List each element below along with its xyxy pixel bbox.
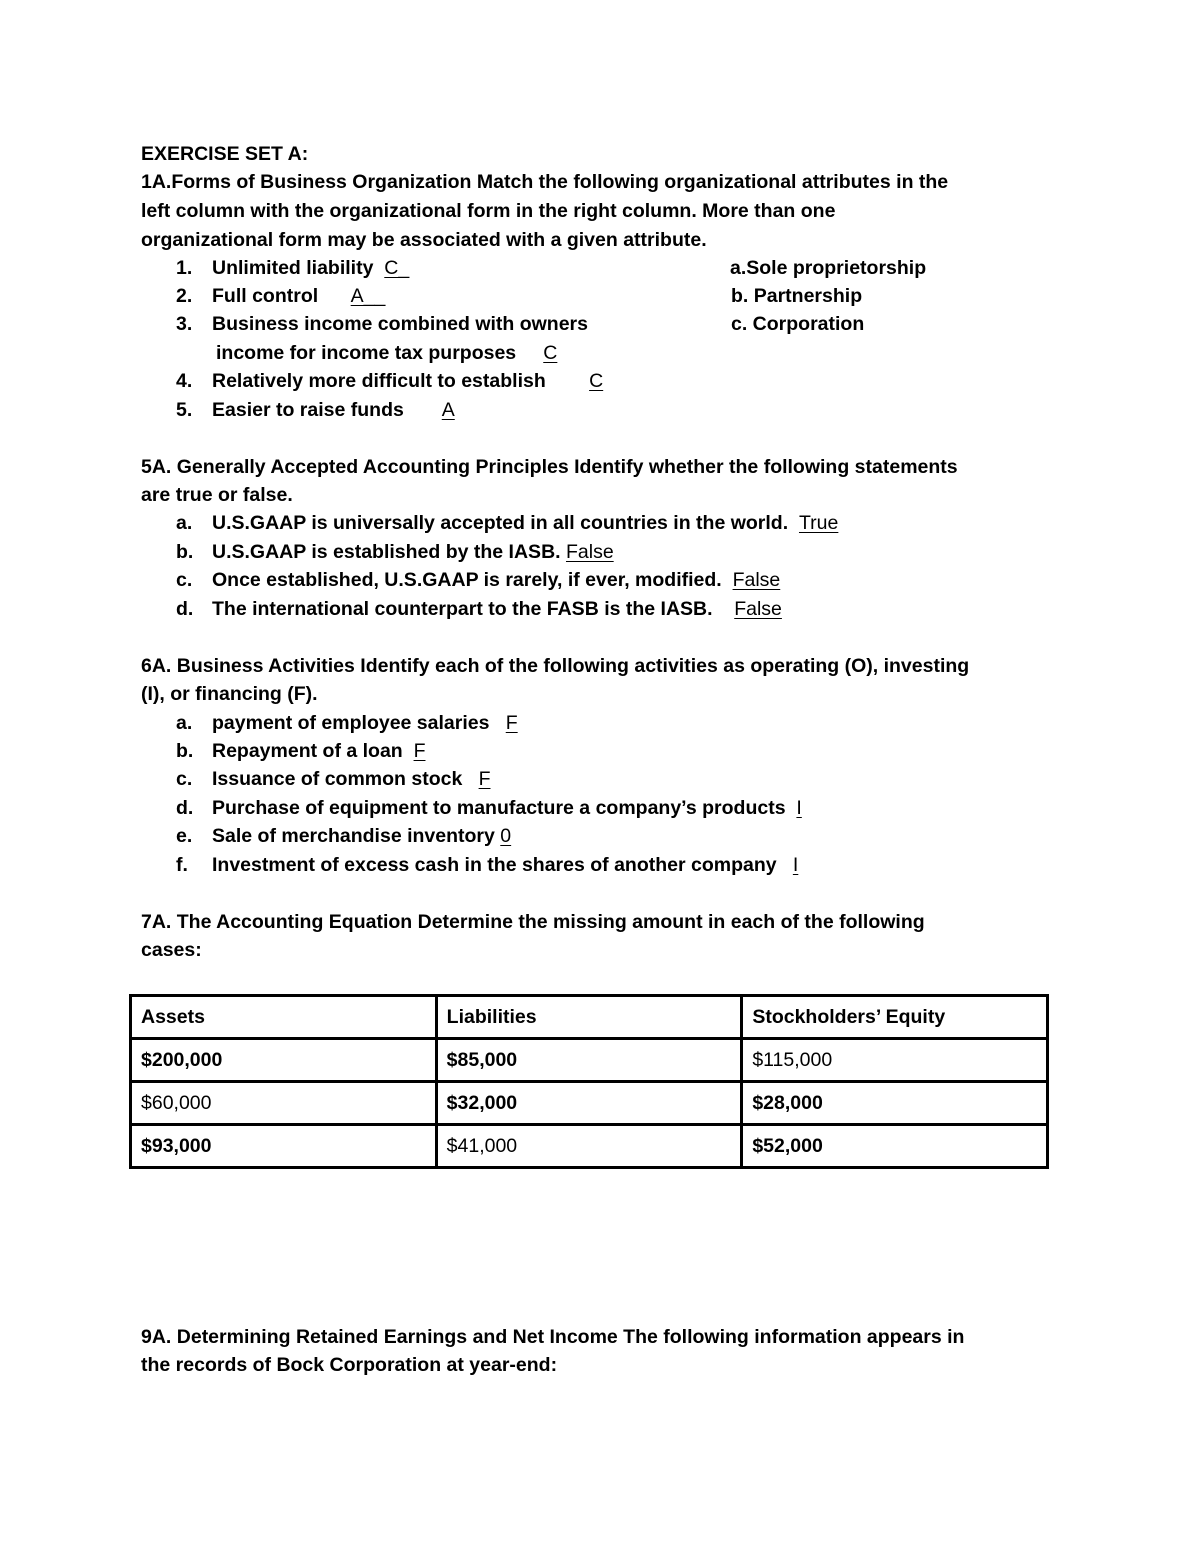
item-letter: d. bbox=[176, 598, 194, 620]
q7-prompt-line-2: cases: bbox=[141, 939, 202, 961]
answer: 0 bbox=[500, 825, 512, 847]
q6-item-e bbox=[176, 824, 511, 848]
q6-item-d bbox=[176, 796, 802, 820]
q9-prompt-line-2: the records of Bock Corporation at year-end: bbox=[141, 1354, 558, 1376]
answer: C bbox=[589, 370, 604, 392]
q9-prompt-line-1: 9A. Determining Retained Earnings and Net Income The following information appears in bbox=[141, 1326, 965, 1348]
table-cell: $28,000 bbox=[742, 1082, 1048, 1125]
q5-item-d bbox=[176, 597, 782, 621]
q6-item-b bbox=[176, 739, 425, 763]
item-letter: d. bbox=[176, 797, 194, 819]
q1-item-2 bbox=[176, 284, 385, 308]
item-letter: a. bbox=[176, 512, 193, 534]
item-letter: b. bbox=[176, 541, 194, 563]
table-cell-answer: $115,000 bbox=[742, 1039, 1048, 1082]
item-letter: f. bbox=[176, 854, 188, 876]
item-letter: a. bbox=[176, 712, 193, 734]
q6-item-f bbox=[176, 853, 798, 877]
q6-item-a bbox=[176, 711, 518, 735]
table-row bbox=[131, 1082, 1048, 1125]
q1-option-b: b. Partnership bbox=[731, 285, 863, 307]
item-number: 5. bbox=[176, 399, 193, 421]
item-text: Investment of excess cash in the shares of another company bbox=[212, 854, 777, 876]
item-text: income for income tax purposes bbox=[216, 342, 517, 364]
answer: I bbox=[796, 797, 802, 819]
table-header: Stockholders’ Equity bbox=[742, 996, 1048, 1039]
table-row bbox=[131, 1125, 1048, 1168]
item-number: 1. bbox=[176, 257, 193, 279]
answer: F bbox=[505, 712, 518, 734]
q5-item-b bbox=[176, 540, 614, 564]
q6-item-c bbox=[176, 767, 491, 791]
q5-item-c bbox=[176, 568, 780, 592]
item-text: U.S.GAAP is universally accepted in all countries in the world. bbox=[212, 512, 789, 534]
table-header: Liabilities bbox=[436, 996, 742, 1039]
item-number: 2. bbox=[176, 285, 193, 307]
table-cell-answer: $41,000 bbox=[436, 1125, 742, 1168]
item-text: Issuance of common stock bbox=[212, 768, 463, 790]
q1-prompt-line-1: 1A.Forms of Business Organization Match the following organizational attributes in the bbox=[141, 171, 949, 193]
answer: I bbox=[792, 854, 799, 876]
item-text: Repayment of a loan bbox=[212, 740, 403, 762]
q1-item-3 bbox=[176, 312, 588, 336]
item-letter: b. bbox=[176, 740, 194, 762]
page-title: EXERCISE SET A: bbox=[141, 143, 309, 165]
q1-prompt-line-2: left column with the organizational form in the right column. More than one bbox=[141, 200, 836, 222]
item-number: 4. bbox=[176, 370, 193, 392]
q1-item-5 bbox=[176, 398, 455, 422]
answer: F bbox=[478, 768, 491, 790]
q1-item-1 bbox=[176, 256, 409, 280]
q6-prompt-line-2: (I), or financing (F). bbox=[141, 683, 318, 705]
table-header: Assets bbox=[131, 996, 437, 1039]
item-letter: c. bbox=[176, 569, 193, 591]
item-text: U.S.GAAP is established by the IASB. bbox=[212, 541, 561, 563]
accounting-equation-table bbox=[129, 994, 1049, 1169]
answer: True bbox=[798, 512, 839, 534]
answer: C bbox=[543, 342, 558, 364]
q1-item-4 bbox=[176, 369, 603, 393]
item-text: Unlimited liability bbox=[212, 257, 374, 279]
answer: A bbox=[441, 399, 455, 421]
item-text: Purchase of equipment to manufacture a company’s products bbox=[212, 797, 786, 819]
q5-item-a bbox=[176, 511, 838, 535]
answer: C_ bbox=[384, 257, 410, 279]
table-cell: $52,000 bbox=[742, 1125, 1048, 1168]
table-cell-answer: $60,000 bbox=[131, 1082, 437, 1125]
q1-option-c: c. Corporation bbox=[731, 313, 865, 335]
table-cell: $200,000 bbox=[131, 1039, 437, 1082]
item-letter: c. bbox=[176, 768, 193, 790]
item-text: Once established, U.S.GAAP is rarely, if ever, modified. bbox=[212, 569, 722, 591]
q1-option-a: a.Sole proprietorship bbox=[730, 257, 927, 279]
table-cell: $32,000 bbox=[436, 1082, 742, 1125]
q7-prompt-line-1: 7A. The Accounting Equation Determine the missing amount in each of the following bbox=[141, 911, 925, 933]
item-text: Business income combined with owners bbox=[212, 313, 588, 335]
table-header-row bbox=[131, 996, 1048, 1039]
table-cell: $85,000 bbox=[436, 1039, 742, 1082]
answer: False bbox=[565, 541, 614, 563]
item-text: payment of employee salaries bbox=[212, 712, 490, 734]
table-row bbox=[131, 1039, 1048, 1082]
q1-item-3-continuation bbox=[216, 341, 557, 365]
table-cell: $93,000 bbox=[131, 1125, 437, 1168]
answer: False bbox=[732, 569, 781, 591]
item-text: Full control bbox=[212, 285, 319, 307]
item-text: The international counterpart to the FASB is the IASB. bbox=[212, 598, 713, 620]
item-text: Easier to raise funds bbox=[212, 399, 404, 421]
answer: A__ bbox=[350, 285, 386, 307]
q5-prompt-line-2: are true or false. bbox=[141, 484, 293, 506]
q1-prompt-line-3: organizational form may be associated with a given attribute. bbox=[141, 229, 707, 251]
item-text: Relatively more difficult to establish bbox=[212, 370, 546, 392]
item-letter: e. bbox=[176, 825, 193, 847]
item-number: 3. bbox=[176, 313, 193, 335]
item-text: Sale of merchandise inventory bbox=[212, 825, 495, 847]
answer: F bbox=[413, 740, 426, 762]
q6-prompt-line-1: 6A. Business Activities Identify each of the following activities as operating (O), investing bbox=[141, 655, 970, 677]
answer: False bbox=[734, 598, 782, 620]
q5-prompt-line-1: 5A. Generally Accepted Accounting Principles Identify whether the following statements bbox=[141, 456, 958, 478]
